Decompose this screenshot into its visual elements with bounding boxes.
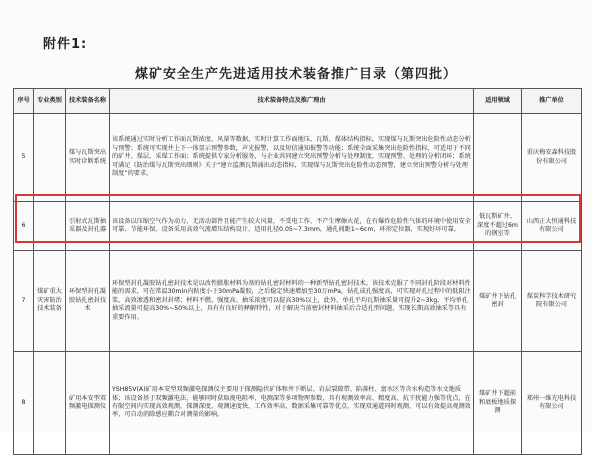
- attachment-label: 附件1:: [43, 37, 88, 52]
- table-header-row: [14, 89, 582, 114]
- row-description: 该系统通过实时分析工作面瓦斯浓度、风量等数据，实时计算工作面地压、瓦斯、煤体结构指标，实现煤与瓦斯突出危险性动态分析与预警；系统可实现井上下一体显示预警参数，声光报警，以及短信通知报警等功能；系统全面采集突出危险性指标，可适用于不同的矿井、煤层、采煤工作面；系统提供专家分析服务，与企业共同建立突出预警分析与处理制度，实现预警、处理的分析闭环；系统可满足《防治煤与瓦斯突出细则》关于“建立监测瓦斯涌出动态指标，实现煤与瓦斯突出危险性动态预警，建立突出预警分析与处理制度”的要求。: [110, 114, 474, 202]
- column-header-no: 序号: [14, 89, 34, 114]
- row-scope: 煤矿井下钻孔密封: [474, 251, 522, 352]
- row-name: 矿用本安型双频激电探测仪: [66, 352, 110, 455]
- table-row: [14, 202, 582, 251]
- catalog-table: [13, 88, 582, 455]
- row-category: 煤矿重大灾害防治技术装备: [34, 251, 66, 352]
- row-description: 该设备以压缩空气作为动力，无活动部件且能产生较大风量，不受电工作，不产生摩擦火花，在有爆炸危险性气体的环境中使用安全可靠、节能环保。设备采用高效气流增压结构设计，适用孔径0.05~7.3mm，通孔间距1~6cm，环形定位器，实现好坏可靠。: [110, 202, 474, 251]
- row-description: YSH85V(A)矿用本安型双频激电探测仪主要用于探测隐伏矿体和井下断层、岩层裂隙带、陷落柱、富水区等含水构造等水文地质体；该设备基于双频激电法，能够同时获取视电阻率、电测深等多项物理参数，具有观测效率高、精度高、抗干扰能力强等优点，在有限空间内实现高效观测，探测深度、观测速度快、工作效率高、数据采集可靠等优点，实现双通道同时观测，可以有效提高观测效率，可自动消除感应耦合对测量的影响。: [110, 352, 474, 455]
- table-row: [14, 251, 582, 352]
- row-category: [34, 114, 66, 202]
- column-header-promoter: 推广单位: [522, 89, 582, 114]
- table-row: [14, 114, 582, 202]
- column-header-scope: 适用领域: [474, 89, 522, 114]
- row-scope: 煤矿井下超前和底板地质探测: [474, 352, 522, 455]
- row-promoter: 山西正大恒通科技有限公司: [522, 202, 582, 251]
- row-description: 环保型封孔凝胶钻孔密封技术是以改性膨胀材料为基的钻孔密封材料的一种新型钻孔密封技术。该技术克服了不同封孔阶段对材料性能的需求，可在常温30min内粘度小于30mPa凝胶，之后稳定快速增加至30万mPa，钻孔成孔强度高，可实现对孔过程中的低阻注浆、高效渗透和密封封堵；材料不燃、强度高、抽采浓度可以提高30%以上，此外，单孔平均瓦斯抽采量可提升2~3kg，平均单孔抽采流量可提高30%~50%以上，具有有良好的释解特性，对于解决当前密封材料抽采后合适孔型问题，实现长期高效抽采等具有重要作用。: [110, 251, 474, 352]
- row-name: 引射式瓦斯抽采器及封孔器: [66, 202, 110, 251]
- document-title: 煤矿安全生产先进适用技术装备推广目录（第四批）: [134, 67, 457, 82]
- column-header-name: 技术装备名称: [66, 89, 110, 114]
- row-category: [34, 352, 66, 455]
- row-no: 7: [14, 251, 34, 352]
- row-no: 8: [14, 352, 34, 455]
- row-promoter: 煤炭科学技术研究院有限公司: [522, 251, 582, 352]
- row-promoter: 重庆梅安森科技股份有限公司: [522, 114, 582, 202]
- row-no: 6: [14, 202, 34, 251]
- row-name: 煤与瓦斯突出实时诊断系统: [66, 114, 110, 202]
- table-row: [14, 352, 582, 455]
- row-category: [34, 202, 66, 251]
- row-promoter: 郑州一维光电科技有限公司: [522, 352, 582, 455]
- row-no: 5: [14, 114, 34, 202]
- row-scope: 低瓦斯矿井、深度不超过6m的钢室等: [474, 202, 522, 251]
- row-name: 环保型封孔凝胶钻孔密封技术: [66, 251, 110, 352]
- column-header-description: 技术装备特点及推广理由: [110, 89, 474, 114]
- row-scope: [474, 114, 522, 202]
- column-header-category: 专业类别: [34, 89, 66, 114]
